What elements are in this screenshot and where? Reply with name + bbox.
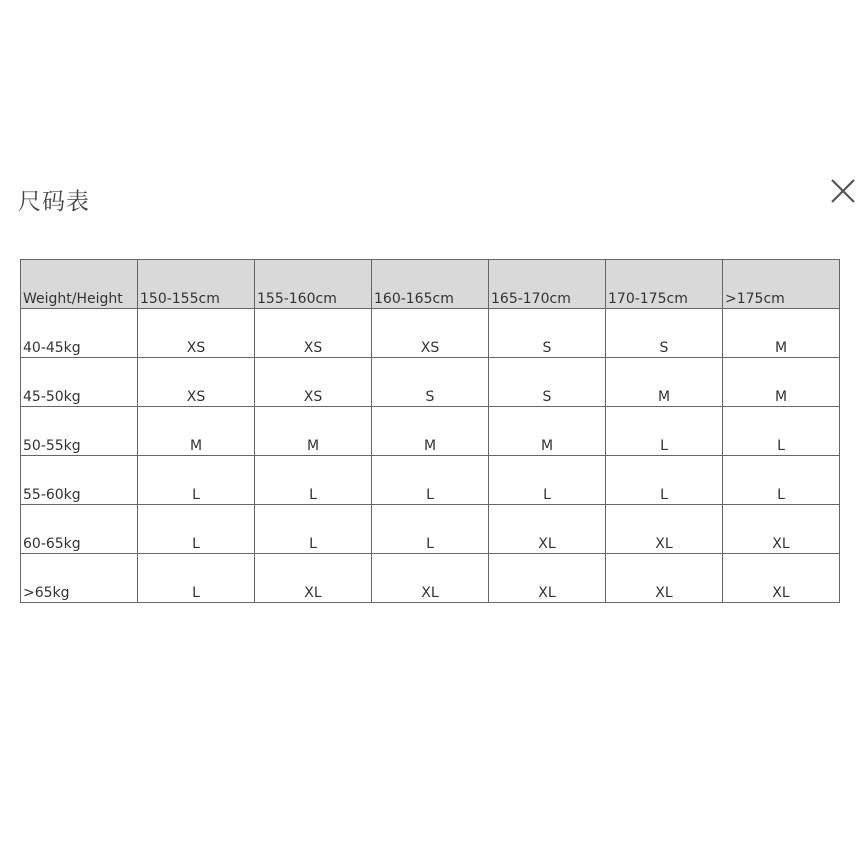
size-cell: L <box>723 407 840 456</box>
size-cell: S <box>372 358 489 407</box>
size-cell: XL <box>255 554 372 603</box>
row-label: 40-45kg <box>21 309 138 358</box>
row-label: 50-55kg <box>21 407 138 456</box>
column-header: 155-160cm <box>255 260 372 309</box>
size-cell: L <box>255 456 372 505</box>
size-cell: XS <box>255 309 372 358</box>
size-cell: M <box>723 309 840 358</box>
table-row <box>21 309 840 358</box>
table-header-row <box>21 260 840 309</box>
size-cell: XL <box>723 505 840 554</box>
size-cell: M <box>723 358 840 407</box>
size-cell: M <box>372 407 489 456</box>
size-cell: S <box>606 309 723 358</box>
size-cell: S <box>489 309 606 358</box>
row-label: 55-60kg <box>21 456 138 505</box>
size-cell: L <box>606 407 723 456</box>
size-cell: XL <box>489 505 606 554</box>
size-cell: L <box>489 456 606 505</box>
column-header: 160-165cm <box>372 260 489 309</box>
row-label: 60-65kg <box>21 505 138 554</box>
size-cell: XS <box>372 309 489 358</box>
size-cell: L <box>255 505 372 554</box>
size-cell: L <box>606 456 723 505</box>
size-cell: XL <box>489 554 606 603</box>
size-cell: L <box>138 554 255 603</box>
size-cell: XL <box>606 505 723 554</box>
size-cell: XL <box>606 554 723 603</box>
size-cell: L <box>723 456 840 505</box>
row-label: >65kg <box>21 554 138 603</box>
size-cell: L <box>138 456 255 505</box>
close-icon <box>826 174 860 208</box>
table-row <box>21 554 840 603</box>
size-cell: M <box>255 407 372 456</box>
size-cell: M <box>606 358 723 407</box>
size-cell: L <box>138 505 255 554</box>
size-cell: XS <box>138 358 255 407</box>
column-header: 170-175cm <box>606 260 723 309</box>
column-header: 150-155cm <box>138 260 255 309</box>
size-cell: L <box>372 505 489 554</box>
size-cell: XS <box>255 358 372 407</box>
table-row <box>21 358 840 407</box>
table-row <box>21 456 840 505</box>
size-cell: XL <box>723 554 840 603</box>
column-header: 165-170cm <box>489 260 606 309</box>
row-label: 45-50kg <box>21 358 138 407</box>
table-row <box>21 505 840 554</box>
size-cell: XS <box>138 309 255 358</box>
size-cell: S <box>489 358 606 407</box>
corner-header: Weight/Height <box>21 260 138 309</box>
size-cell: XL <box>372 554 489 603</box>
table-row <box>21 407 840 456</box>
size-cell: L <box>372 456 489 505</box>
page-title: 尺码表 <box>18 189 90 215</box>
size-cell: M <box>138 407 255 456</box>
size-cell: M <box>489 407 606 456</box>
column-header: >175cm <box>723 260 840 309</box>
size-chart-table <box>20 259 840 603</box>
close-button[interactable] <box>826 174 860 208</box>
